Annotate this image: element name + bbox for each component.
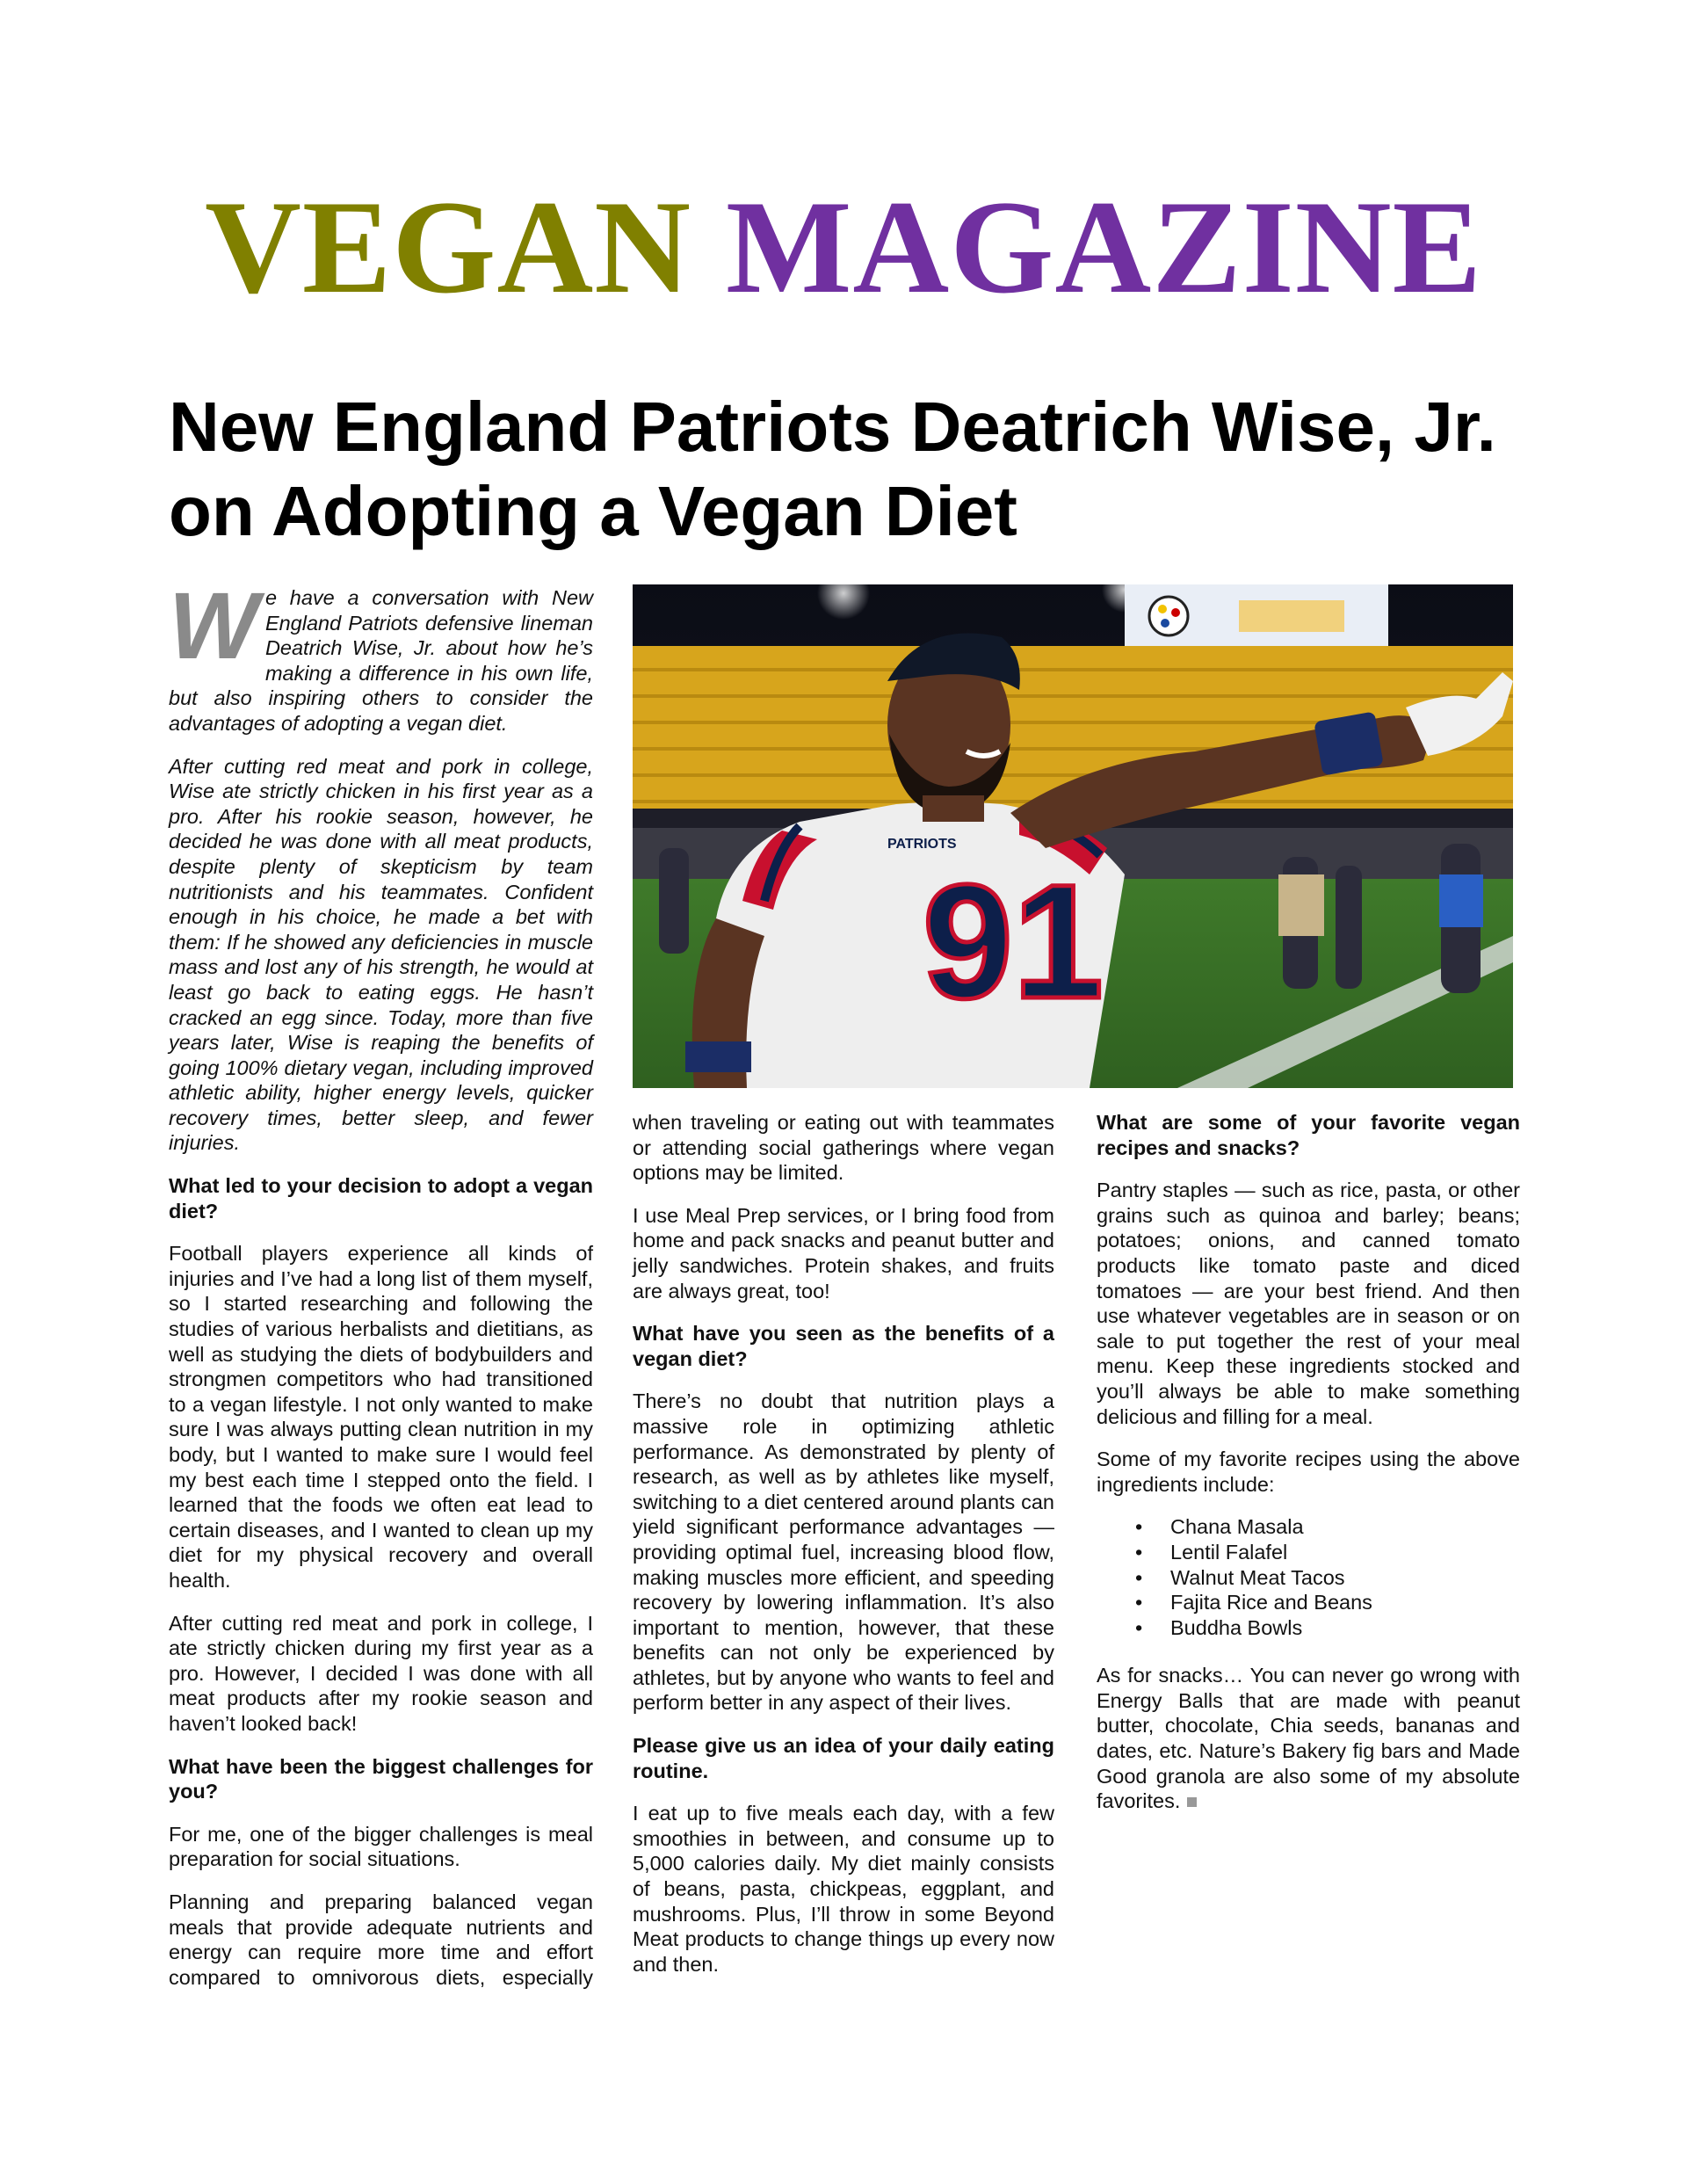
- answer-1-paragraph-1: Football players experience all kinds of injuries and I’ve had a long list of them myself, so I started researching and following the studies of various herbalists and dietitians, as well as studying the diets of bodybuilders and strongmen competitors who had transitioned to a vegan lifestyle. I not only wanted to make sure I was always putting clean nutrition in my body, but I wanted to make sure I would feel my best each time I stepped onto the field. I learned that the foods we often eat lead to certain diseases, and I wanted to clean up my diet for my physical recovery and overall health.: [169, 1242, 593, 1592]
- answer-5-paragraph-3-text: As for snacks… You can never go wrong with Energy Balls that are made with peanut butter, chocolate, Chia seeds, bananas and dates, etc. Nature’s Bakery fig bars and Made Good granola are also some of my absolute favorites.: [1097, 1664, 1520, 1813]
- answer-3: There’s no doubt that nutrition plays a massive role in optimizing athletic performance. As demonstrated by plenty of research, as well as by athletes like myself, switching to a diet centered around plants can yield significant performance advantages — providing optimal fuel, increasing blood flow, making muscles more efficient, and speeding recovery by lowering inflammation. It’s also important to mention, however, that these benefits can not only be experienced by athletes, but by anyone who wants to feel and perform better in any aspect of their lives.: [633, 1389, 1054, 1715]
- question-3: What have you seen as the benefits of a vegan diet?: [633, 1322, 1054, 1370]
- drop-cap: W: [169, 572, 258, 678]
- answer-5-paragraph-3: [1097, 1663, 1520, 1814]
- article-column-3: [1097, 1110, 1520, 1832]
- jersey-text: PATRIOTS: [887, 837, 957, 852]
- answer-2-paragraph-2: Planning and preparing balanced vegan meals that provide adequate nutrients and energy can require more time and effort compared to omnivorous diets, especially: [169, 1890, 593, 1989]
- lede-text: e have a conversation with New England Patriots defensive lineman Deatrich Wise, Jr. about how he’s making a difference in his own life, but also inspiring others to consider the advantages of adopting a vegan diet.: [169, 586, 593, 735]
- answer-4: I eat up to five meals each day, with a few smoothies in between, and consume up to 5,000 calories daily. My diet mainly consists of beans, pasta, chickpeas, eggplant, and mushrooms. Plus, I’ll throw in some Beyond Meat products to change things up every now and then.: [633, 1802, 1054, 1976]
- answer-1-paragraph-2: After cutting red meat and pork in college, I ate strictly chicken during my first year as a pro. However, I decided I was done with all meat products after my rookie season and haven’t looked back!: [169, 1611, 593, 1735]
- answer-5-paragraph-1: Pantry staples — such as rice, pasta, or other grains such as quinoa and barley; beans; potatoes; onions, and canned tomato products like tomato paste and diced tomatoes — are your best friend. And then use whatever vegetables are in season or on sale to put together the rest of your meal menu. Keep these ingredients stocked and you’ll always be able to make something delicious and filling for a meal.: [1097, 1179, 1520, 1428]
- question-1: What led to your decision to adopt a vegan diet?: [169, 1174, 593, 1223]
- article-column-1: [169, 572, 593, 2007]
- article-column-2: [633, 1110, 1054, 1994]
- list-item: • Buddha Bowls: [1170, 1615, 1520, 1641]
- answer-2-paragraph-1: For me, one of the bigger challenges is meal preparation for social situations.: [169, 1822, 593, 1871]
- question-2: What have been the biggest challenges for you?: [169, 1754, 593, 1803]
- question-5: What are some of your favorite vegan recipes and snacks?: [1097, 1111, 1520, 1159]
- list-item: • Fajita Rice and Beans: [1170, 1590, 1520, 1615]
- list-item: • Walnut Meat Tacos: [1170, 1565, 1520, 1591]
- answer-2-paragraph-3: I use Meal Prep services, or I bring food from home and pack snacks and peanut butter and jelly sandwiches. Protein shakes, and fruits are always great, too!: [633, 1203, 1054, 1302]
- masthead-vegan: VEGAN: [205, 173, 691, 321]
- magazine-masthead: [0, 173, 1687, 321]
- end-mark-icon: [1187, 1797, 1197, 1807]
- recipe-list: [1097, 1514, 1520, 1640]
- jersey-number: 91: [923, 852, 1104, 1033]
- list-item: • Chana Masala: [1170, 1514, 1520, 1540]
- intro-paragraph: After cutting red meat and pork in college, Wise ate strictly chicken in his first year as a pro. After his rookie season, however, he decided he was done with all meat products, despite plenty of skepticism by team nutritionists and his teammates. Confident enough in his choice, he made a bet with them: If he showed any deficiencies in muscle mass and lost any of his strength, he would at least go back to eating eggs. He hasn’t cracked an egg since. Today, more than five years later, Wise is reaping the benefits of going 100% dietary vegan, including improved athletic ability, higher energy levels, quicker recovery times, better sleep, and fewer injuries.: [169, 754, 593, 1155]
- lede-paragraph: [169, 572, 593, 736]
- list-item: • Lentil Falafel: [1170, 1540, 1520, 1565]
- article-headline: New England Patriots Deatrich Wise, Jr. on Adopting a Vegan Diet: [169, 388, 1496, 550]
- article-photo: [633, 584, 1513, 1088]
- question-4: Please give us an idea of your daily eating routine.: [633, 1734, 1054, 1782]
- masthead-magazine: MAGAZINE: [726, 173, 1482, 321]
- answer-5-paragraph-2: Some of my favorite recipes using the above ingredients include:: [1097, 1448, 1520, 1496]
- answer-2-paragraph-2-continued: when traveling or eating out with teammates or attending social gatherings where vegan options may be limited.: [633, 1111, 1054, 1185]
